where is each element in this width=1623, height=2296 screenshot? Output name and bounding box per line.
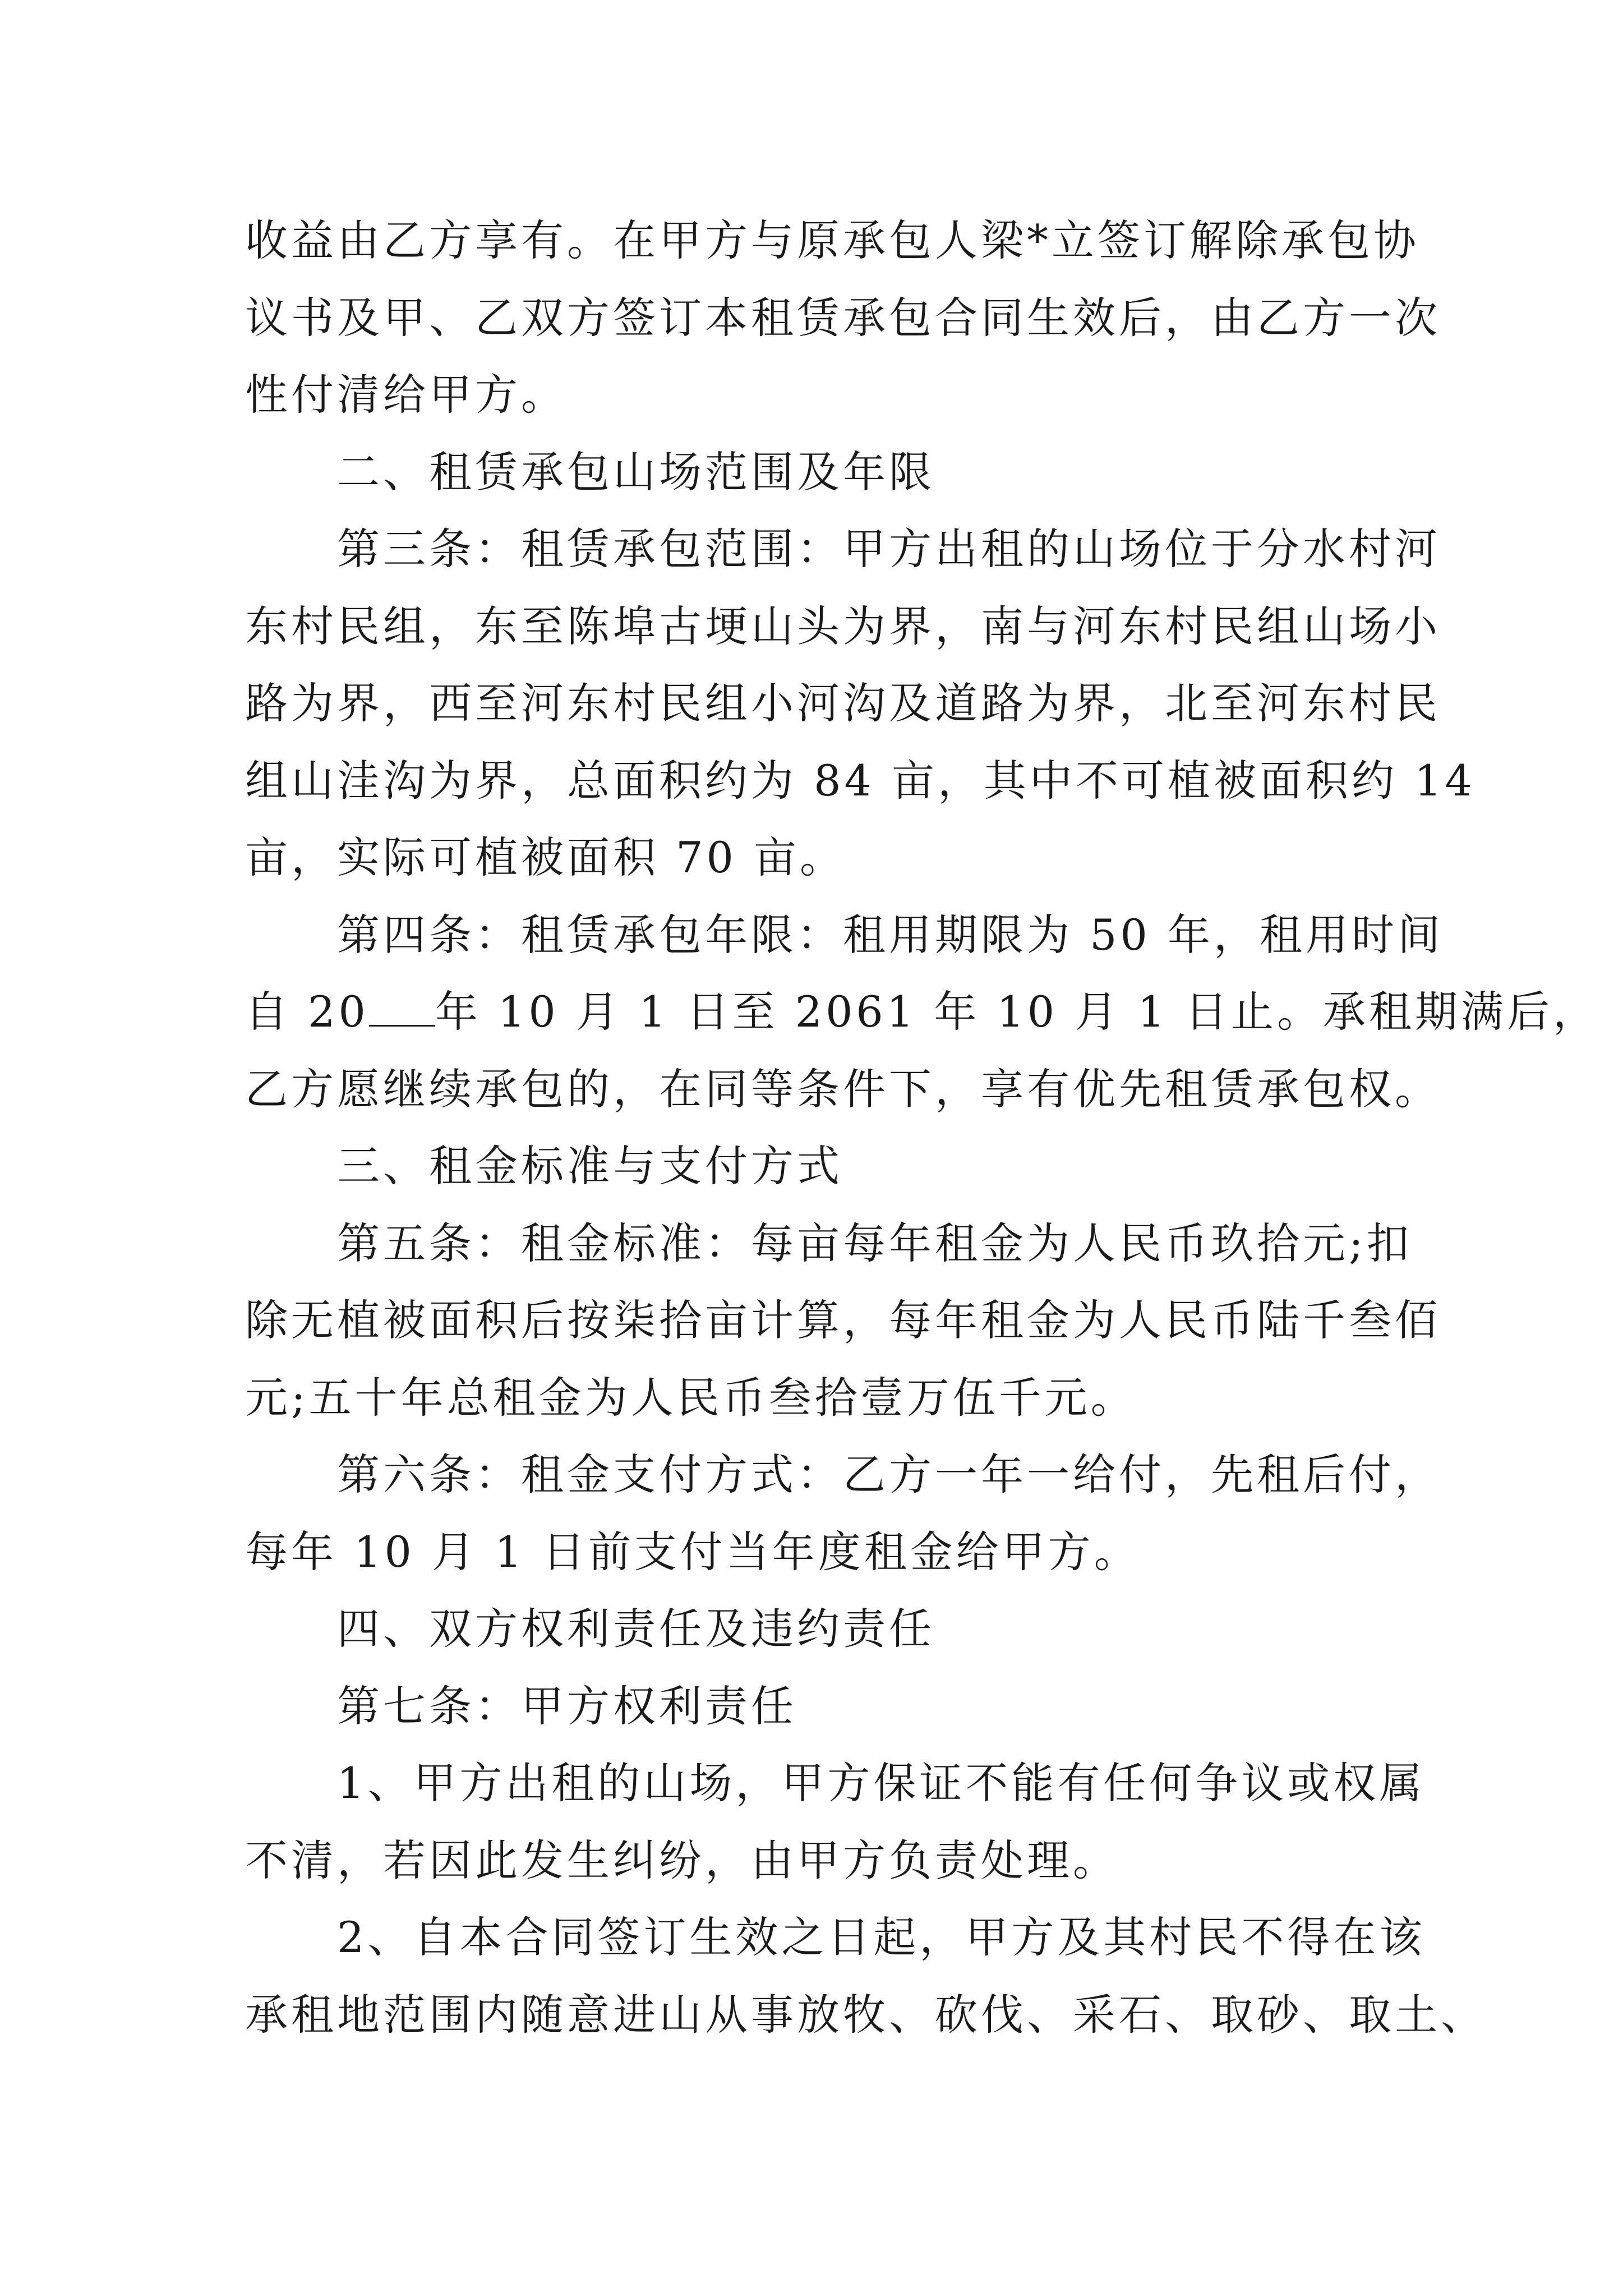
text-line: 性付清给甲方。 [245, 370, 567, 420]
text-line: 第七条：甲方权利责任 [337, 1681, 797, 1731]
text-line: 乙方愿继续承包的，在同等条件下，享有优先租赁承包权。 [245, 1064, 1441, 1114]
section-heading-2 [245, 434, 1389, 511]
text-line: 第六条：租金支付方式：乙方一年一给付，先租后付， [337, 1450, 1441, 1499]
text-line: 除无植被面积后按柒拾亩计算，每年租金为人民币陆千叁佰 [245, 1295, 1441, 1345]
text-line: 二、租赁承包山场范围及年限 [337, 447, 935, 497]
year-prefix: 自 20 [245, 987, 369, 1037]
article-5 [245, 1205, 1441, 1437]
year-blank [369, 991, 435, 1027]
text-line: 元;五十年总租金为人民币叁拾壹万伍千元。 [245, 1372, 1137, 1423]
section-heading-4 [245, 1590, 1389, 1668]
article-3 [245, 510, 1476, 896]
text-line: 1、甲方出租的山场，甲方保证不能有任何争议或权属 [337, 1758, 1426, 1808]
paragraph-income [245, 202, 1441, 434]
text-line: 四、双方权利责任及违约责任 [337, 1604, 935, 1654]
text-line: 三、租金标准与支付方式 [337, 1141, 843, 1191]
article-4 [245, 896, 1599, 1128]
clause-2 [245, 1899, 1487, 2053]
article-6 [245, 1436, 1441, 1590]
section-heading-3 [245, 1128, 1389, 1205]
text-line: 议书及甲、乙双方签订本租赁承包合同生效后，由乙方一次 [245, 292, 1441, 343]
clause-1 [245, 1745, 1426, 1899]
text-line: 第四条：租赁承包年限：租用期限为 50 年，租用时间 [337, 909, 1444, 960]
text-line [245, 973, 1599, 1051]
document-body [245, 202, 1599, 2053]
text-line: 组山洼沟为界，总面积约为 84 亩，其中不可植被面积约 14 [245, 755, 1476, 806]
text-line: 亩，实际可植被面积 70 亩。 [245, 832, 846, 882]
text-line: 2、自本合同签订生效之日起，甲方及其村民不得在该 [337, 1912, 1426, 1962]
text-line: 收益由乙方享有。在甲方与原承包人梁*立签订解除承包协 [245, 215, 1419, 265]
text-line: 承租地范围内随意进山从事放牧、砍伐、采石、取砂、取土、 [245, 1989, 1487, 2040]
year-suffix: 年 10 月 1 日至 2061 年 10 月 1 日止。承租期满后， [435, 987, 1599, 1037]
article-7 [245, 1668, 1389, 1745]
text-line: 第三条：租赁承包范围：甲方出租的山场位于分水村河 [337, 524, 1441, 574]
text-line: 每年 10 月 1 日前支付当年度租金给甲方。 [245, 1526, 1140, 1577]
text-line: 路为界，西至河东村民组小河沟及道路为界，北至河东村民 [245, 678, 1441, 728]
text-line: 不清，若因此发生纠纷，由甲方负责处理。 [245, 1835, 1119, 1885]
text-line: 东村民组，东至陈埠古埂山头为界，南与河东村民组山场小 [245, 601, 1441, 651]
text-line: 第五条：租金标准：每亩每年租金为人民币玖拾元;扣 [337, 1218, 1413, 1268]
